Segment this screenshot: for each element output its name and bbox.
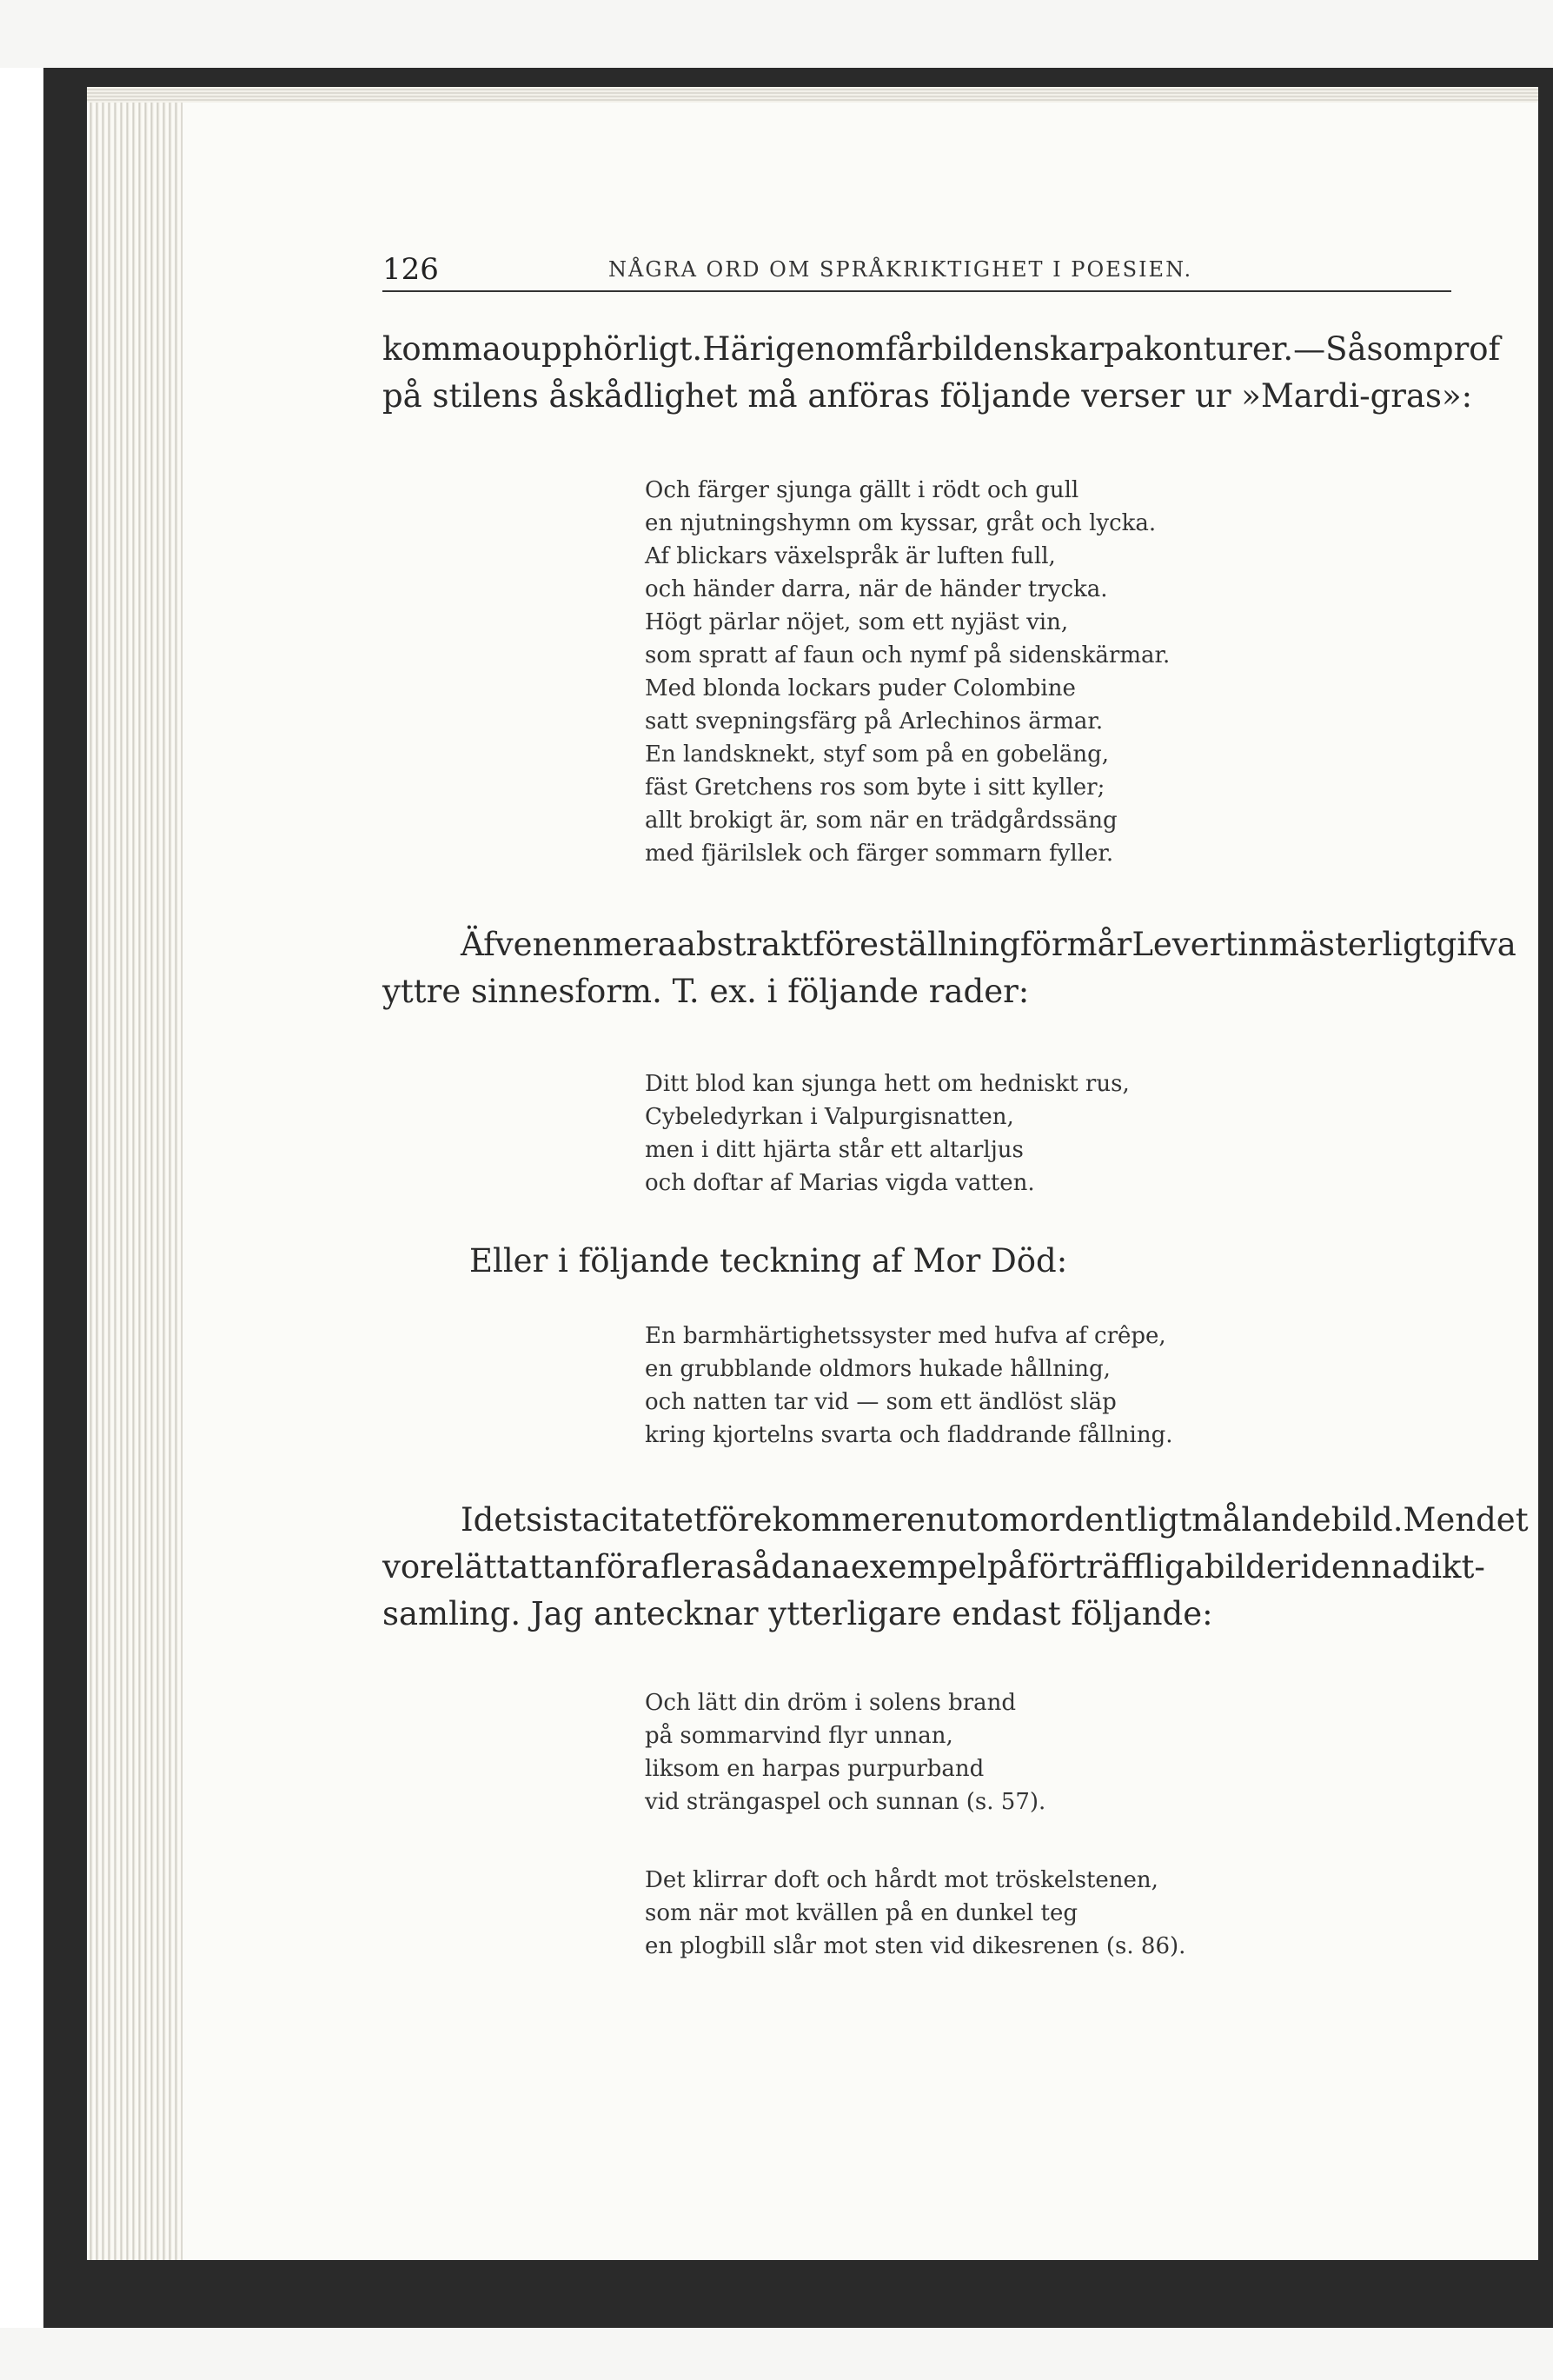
verse-line: på sommarvind flyr unnan, [645,1723,953,1749]
prose-sista-citatet [382,1497,1529,1638]
verse-line: Högt pärlar nöjet, som ett nyjäst vin, [645,609,1069,635]
verse-mor-dod [645,1320,1173,1452]
verse-line: Det klirrar doft och hårdt mot tröskelstenen, [645,1867,1158,1893]
prose-line: Eller i följande teckning af Mor Död: [469,1242,1068,1280]
verse-line: Cybeledyrkan i Valpurgisnatten, [645,1104,1014,1130]
prose-line: yttre sinnesform. T. ex. i följande rader: [382,973,1030,1010]
verse-line: Ditt blod kan sjunga hett om hedniskt rus, [645,1071,1130,1097]
verse-line: En barmhärtighetssyster med hufva af crêpe, [645,1323,1166,1349]
prose-line: I det sista citatet förekommer en utomordentligt målande bild. Men det [461,1501,1529,1539]
verse-line: vid strängaspel och sunnan (s. 57). [645,1789,1046,1815]
verse-klirrar [645,1864,1185,1963]
verse-line: med fjärilslek och färger sommarn fyller. [645,841,1114,867]
running-head [382,252,1451,292]
verse-line: Och färger sjunga gällt i rödt och gull [645,477,1079,503]
verse-line: Med blonda lockars puder Colombine [645,675,1076,701]
verse-line: som spratt af faun och nymf på sidenskärmar. [645,642,1171,668]
verse-line: Af blickars växelspråk är luften full, [645,543,1056,569]
verse-line: En landsknekt, styf som på en gobeläng, [645,741,1110,768]
scan-background-top [0,0,1553,68]
prose-line: på stilens åskådlighet må anföras följande verser ur »Mardi-gras»: [382,377,1473,415]
verse-line: satt svepningsfärg på Arlechinos ärmar. [645,708,1104,735]
prose-mor-dod [469,1238,1067,1285]
verse-line: och natten tar vid — som ett ändlöst släp [645,1389,1117,1415]
verse-line: och doftar af Marias vigda vatten. [645,1170,1035,1196]
verse-line: en grubblande oldmors hukade hållning, [645,1356,1111,1382]
verse-drom [645,1686,1045,1818]
verse-blod [645,1067,1130,1200]
page-number: 126 [382,252,439,287]
verse-mardi-gras [645,474,1170,870]
prose-line: samling. Jag antecknar ytterligare endast följande: [382,1595,1213,1632]
verse-line: fäst Gretchens ros som byte i sitt kyller; [645,774,1105,801]
verse-line: en njutningshymn om kyssar, gråt och lycka. [645,510,1157,536]
verse-line: som när mot kvällen på en dunkel teg [645,1900,1078,1926]
verse-line: Och lätt din dröm i solens brand [645,1690,1017,1716]
prose-line: Äfven en mera abstrakt föreställning förmår Levertin mästerligt gifva [461,926,1516,963]
page-edges [87,87,184,2260]
verse-line: kring kjortelns svarta och fladdrande fållning. [645,1422,1173,1448]
scan-background-bottom [0,2328,1553,2380]
verse-line: men i ditt hjärta står ett altarljus [645,1137,1024,1163]
prose-abstract [382,921,1516,1015]
verse-line: liksom en harpas purpurband [645,1756,985,1782]
prose-line: komma oupphörligt. Härigenom får bilden skarpa konturer. — Såsom prof [382,330,1501,368]
verse-line: och händer darra, när de händer trycka. [645,576,1108,602]
prose-line: vore lätt att anföra flera sådana exempel på förträffliga bilder i denna dikt- [382,1548,1485,1586]
page-edge-top [87,87,1538,103]
verse-line: en plogbill slår mot sten vid dikesrenen (s. 86). [645,1933,1186,1959]
verse-line: allt brokigt är, som när en trädgårdssäng [645,808,1118,834]
running-title: NÅGRA ORD OM SPRÅKRIKTIGHET I POESIEN. [608,257,1193,282]
prose-intro [382,326,1501,420]
